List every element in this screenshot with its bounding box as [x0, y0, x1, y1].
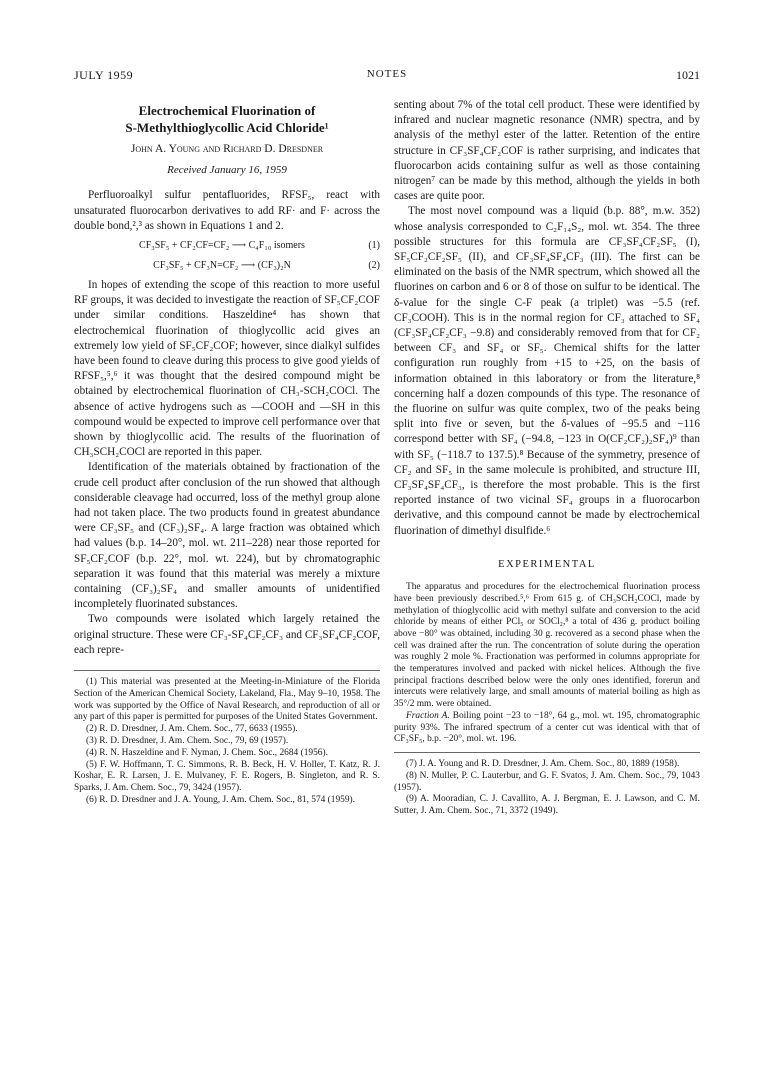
- paragraph-two-compounds: Two compounds were isolated which largely retained the original structure. These were CF₃-SF₄CF₂CF₃ and CF₃SF₄CF₂COF, each repre-: [74, 613, 380, 656]
- left-column: [74, 98, 380, 807]
- footnote: (3) R. D. Dresdner, J. Am. Chem. Soc., 79, 69 (1957).: [86, 736, 289, 747]
- paragraph-identification: Identification of the materials obtained by fractionation of the crude cell product after conclusion of the run showed that although considerable cleavage had occurred, loss of the methyl group alone had not taken place. The two products found in greatest abundance were CF₃SF₅ and (CF₃)₂SF₄. A large fraction was obtained which had values (b.p. 14–20°, mol. wt. 211–228) near those reported for SF₅CF₂COF (b.p. 22°, mol. wt. 224), but by chromatographic separation it was found that this material was merely a mixture containing (CF₃)₂SF₄ and smaller amounts of unidentified incompletely fluorinated substances.: [74, 461, 380, 611]
- footnote: (6) R. D. Dresdner and J. A. Young, J. Am. Chem. Soc., 81, 574 (1959).: [86, 795, 356, 806]
- header-section: NOTES: [366, 68, 408, 80]
- footnote: (2) R. D. Dresdner, J. Am. Chem. Soc., 77, 6633 (1955).: [86, 724, 298, 735]
- paragraph-continued: senting about 7% of the total cell product. These were identified by infrared and nuclear magnetic resonance (NMR) spectra, and by analysis of the methyl ester of the latter. Retention of the entire structure in CF₃SF₄CF₂COF is rather surprising, and indicates that fluorocarbon acids containing sulfur as well as those containing nitrogen⁷ can be made by this method, although the yields in both cases are quite poor.: [394, 99, 700, 203]
- equation-1: [74, 238, 380, 254]
- fraction-a-text: Boiling point −23 to −18°, 64 g., mol. wt. 195, chromatographic purity 93%. The infrared spectrum of a center cut was identical with that of CF₃SF₅, b.p. −20°, mol. wt. 196.: [394, 710, 700, 745]
- equation-2-number: (2): [368, 260, 380, 272]
- footnote: (4) R. N. Haszeldine and F. Nyman, J. Chem. Soc., 2684 (1956).: [86, 747, 328, 758]
- equation-2: [74, 258, 380, 274]
- article-title: [74, 102, 380, 136]
- article-authors: John A. Young and Richard D. Dresdner: [130, 143, 324, 155]
- paragraph-hopes: In hopes of extending the scope of this reaction to more useful RF groups, it was decided to investigate the reaction of SF₅CF₂COF under similar conditions. Haszeldine⁴ has shown that electrochemical fluorination of thioglycollic acid gives an extremely low yield of SF₅CF₂COF; however, since dialkyl sulfides have been found to cleave during this process to give good yields of RFSF₅,⁵,⁶ it was thought that the desired compound might be obtained by electrochemical fluorination of CH₃-SCH₂COCl. The absence of active hydrogens such as —COOH and —SH in this compound would be expected to improve cell performance over that shown by thioglycollic acid. The results of the fluorination of CH₃SCH₂COCl are reported in this paper.: [74, 279, 380, 459]
- references: [394, 752, 700, 818]
- experimental-paragraph: The apparatus and procedures for the electrochemical fluorination process have been previously described.⁵,⁶ From 615 g. of CH₃SCH₂COCl, made by methylation of thioglycollic acid with methyl sulfate and conversion to the acid chloride by means of either PCl₅ or SOCl₂,⁸ a total of 436 g. product boiling above −80° was obtained, including 30 g. recovered as a second phase when the cell was drained after the run. The concentration of solute during the operation was roughly 2 mole %. Fractionation was performed in columns appropriate for the temperatures involved and packed with nickel helices. Although the five principal fractions described below were the only ones identified, forerun and intercuts were relatively large, and small amounts of material boiling as high as 35°/2 mm. were obtained.: [394, 582, 700, 710]
- equation-2-body: CF₃SF₅ + CF₃N=CF₂ ⟶ (CF₃)₂N: [153, 260, 291, 272]
- paragraph-novel-compound: The most novel compound was a liquid (b.p. 88°, m.w. 352) whose analysis corresponded to C₂F₁₄S₂, mol. wt. 354. The three possible structures for this formula are CF₃SF₄CF₂SF₅ (I), SF₅CF₂CF₂SF₅ (II), and CF₃SF₄SF₄CF₃ (III). The first can be eliminated on the basis of the NMR spectrum, which showed all the fluorines on carbon and 6 or 8 of those on sulfur to be identical. The δ-value for the single C-F peak (a triplet) was −5.5 (ref. CF₃COOH). This is in the normal region for CF₃ attached to SF₄ (CF₃SF₄CF₂CF₃ −9.8) and considerably removed from that for CF₂ between CF₃ and SF₄ or SF₅. Chemical shifts for the latter configuration run roughly from +15 to +25, on the basis of information obtained in this laboratory or from the literature,⁸ concerning half a dozen compounds of this type. The resonance of the fluorine on sulfur was quite complex, two of the peaks being split into five or seven, but the δ-values of −95.5 and −116 correspond better with SF₄ (−94.8, −123 in O(CF₂CF₂)₂SF₄)⁹ than with SF₅ (−118.7 to 137.5).⁸ Because of the symmetry, presence of CF₂ and SF₅ in the same molecule is prohibited, and structure III, CF₃SF₄SF₄CF₃, is therefore the most probable. This is the first reported instance of two vicinal SF₄ groups in a fluorocarbon derivative, and this compound cannot be made by electrochemical fluorination of dimethyl disulfide.⁶: [394, 205, 700, 537]
- reference: (8) N. Muller, P. C. Lauterbur, and G. F. Svatos, J. Am. Chem. Soc., 79, 1043 (1957).: [394, 770, 700, 793]
- page-number: 1021: [676, 68, 700, 82]
- equation-1-body: CF₃SF₅ + CF₂CF=CF₂ ⟶ C₄F₁₀ isomers: [139, 240, 305, 252]
- section-heading-experimental: EXPERIMENTAL: [498, 558, 596, 570]
- running-header: [74, 68, 700, 88]
- title-line-2: S-Methylthioglycollic Acid Chloride¹: [125, 120, 329, 135]
- received-date: Received January 16, 1959: [167, 164, 287, 177]
- paragraph-intro: Perfluoroalkyl sulfur pentafluorides, RFSF₅, react with unsaturated fluorocarbon derivatives to add RF· and F· across the double bond,²,³ as shown in Equations 1 and 2.: [74, 189, 380, 232]
- footnote: (1) This material was presented at the Meeting-in-Miniature of the Florida Section of the American Chemical Society, Lakeland, Fla., May 9–10, 1958. The work was supported by the Office of Naval Research, and reproduction of all or any part of this paper is permitted for purposes of the United States Government.: [74, 677, 380, 723]
- right-column: [394, 98, 700, 818]
- fraction-a-paragraph: [394, 711, 700, 746]
- experimental-section: [394, 582, 700, 746]
- footnotes: [74, 670, 380, 807]
- header-date: JULY 1959: [74, 68, 134, 82]
- footnote: (5) F. W. Hoffmann, T. C. Simmons, R. B. Beck, H. V. Holler, T. Katz, R. J. Koshar, E. R. Larsen, J. E. Mulvaney, F. E. Rogers, B. Singleton, and R. S. Sparks, J. Am. Chem. Soc., 79, 3424 (1957).: [74, 759, 380, 794]
- equation-1-number: (1): [368, 240, 380, 252]
- reference: (9) A. Mooradian, C. J. Cavallito, A. J. Bergman, E. J. Lawson, and C. M. Sutter, J. Am. Chem. Soc., 71, 3372 (1949).: [394, 794, 700, 817]
- title-line-1: Electrochemical Fluorination of: [138, 103, 316, 118]
- fraction-a-label: Fraction A.: [406, 710, 450, 721]
- reference: (7) J. A. Young and R. D. Dresdner, J. Am. Chem. Soc., 80, 1889 (1958).: [406, 758, 680, 769]
